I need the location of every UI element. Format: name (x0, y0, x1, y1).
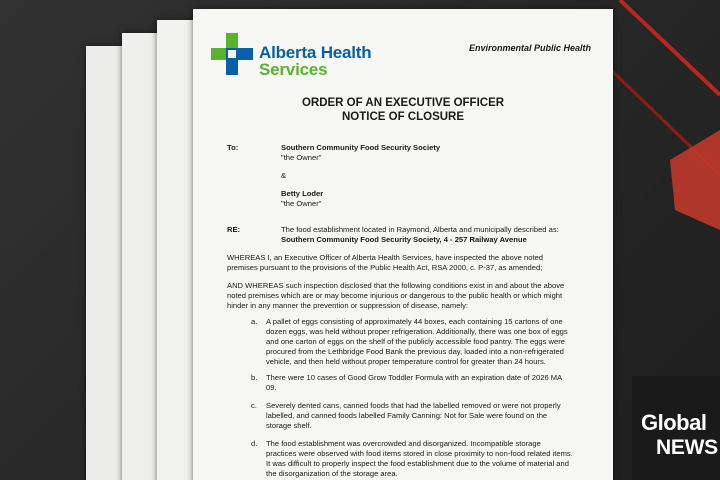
and-whereas-line: AND WHEREAS such inspection disclosed that the following conditions exist in and about the above (227, 281, 565, 290)
whereas-line: premises pursuant to the provisions of the Public Health Act, RSA 2000, c. P-37, as amended; (227, 263, 543, 272)
org-name-line1: Alberta Health (259, 43, 372, 62)
re-address: Southern Community Food Security Society, 4 - 257 Railway Avenue (281, 235, 527, 244)
condition-line: labelled, and canned foods labelled Family Canning: Not for Sale were found on the (266, 411, 548, 420)
condition-letter: b. (251, 373, 258, 382)
broadcaster-logo-line2: NEWS (656, 436, 718, 459)
condition-line: vehicle, and then held without proper temperature control for greater than 24 hours. (266, 357, 546, 366)
condition-line: and one carton of eggs on the shelf of the publicly accessible food pantry. The eggs were (266, 337, 566, 346)
and-whereas-line: noted premises which are or may become injurious or dangerous to the public health or which might (227, 291, 563, 300)
condition-letter: c. (251, 401, 257, 410)
condition-line: the disorganization of the storage area. (266, 469, 398, 478)
document-subtitle: NOTICE OF CLOSURE (341, 111, 465, 123)
recipient1-name: Southern Community Food Security Society (281, 143, 441, 152)
re-label: RE: (227, 225, 241, 234)
condition-letter: d. (251, 439, 258, 448)
ampersand: & (281, 171, 287, 180)
condition-line: The food establishment was overcrowded and disorganized. Incompatible storage (266, 439, 541, 448)
condition-line: Severely dented cans, canned foods that had the labelled removed or were not properly (266, 401, 561, 410)
condition-line: It was difficult to properly inspect the food establishment due to the volume of material and (266, 459, 569, 468)
recipient2-role: "the Owner" (281, 199, 322, 208)
condition-line: storage shelf. (266, 421, 312, 430)
condition-line: 09. (266, 383, 277, 392)
condition-line: There were 10 cases of Good Grow Toddler Formula with an expiration date of 2026 MA (266, 373, 563, 382)
condition-line: practices were observed with food items stored in close proximity to non-food related items. (266, 449, 573, 458)
condition-letter: a. (251, 317, 258, 326)
and-whereas-line: hinder in any manner the prevention or suppression of disease, namely: (227, 301, 469, 310)
re-text: The food establishment located in Raymond, Alberta and municipally described as: (281, 225, 559, 234)
ahs-cross-logo-icon (211, 33, 253, 75)
recipient1-role: "the Owner" (281, 153, 322, 162)
condition-line: A pallet of eggs consisting of approximately 44 boxes, each containing 15 cartons of one (266, 317, 563, 326)
document-title: ORDER OF AN EXECUTIVE OFFICER (301, 97, 505, 109)
condition-line: procured from the Lethbridge Food Bank the previous day, loaded into a non-refrigerated (266, 347, 564, 356)
whereas-line: WHEREAS I, an Executive Officer of Alberta Health Services, have inspected the above noted (227, 253, 544, 262)
condition-line: dozen eggs, was held without proper refrigeration. Additionally, there was one box of eggs (266, 327, 568, 336)
department-label: Environmental Public Health (468, 43, 591, 53)
to-label: To: (227, 143, 239, 152)
broadcaster-logo-line1: Global (641, 410, 707, 435)
org-name-line2: Services (259, 60, 328, 79)
closure-order-document (193, 9, 613, 480)
recipient2-name: Betty Loder (281, 189, 324, 198)
